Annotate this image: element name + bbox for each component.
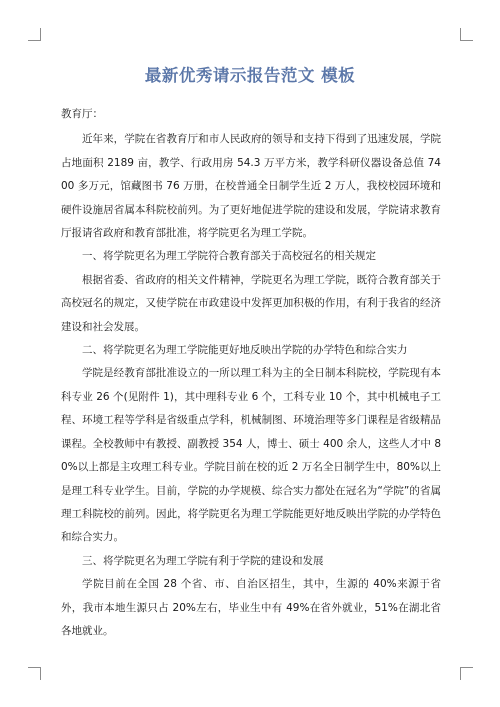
document-title: 最新优秀请示报告范文 模板 bbox=[144, 66, 356, 85]
paragraph-section-2: 学院是经教育部批准设立的一所以理工科为主的全日制本科院校，学院现有本科专业 26 个(见附件 1)，其中理科专业 6 个，工科专业 10 个，其中机械电子工程、环境工程等学科是省级重点学科，机械制图、环境治理等多门课程是省级精品课程。全校教师中有教授、副教授 354 人，博士、硕士 400 余人，这些人才中 80%以上都是主攻理工科专业。学院目前在校的近 2 万名全日制学生中，80%以上是理工科专业学生。目前，学院的办学规模、综合实力都处在冠名为“学院”的省属理工科院校的前列。因此，将学院更名为理工学院能更好地反映出学院的办学特色和综合实力。 bbox=[61, 367, 441, 544]
crop-mark-top-left bbox=[28, 28, 41, 41]
crop-mark-bottom-right bbox=[460, 667, 473, 680]
section-heading-2: 二、将学院更名为理工学院能更好地反映出学院的办学特色和综合实力 bbox=[82, 344, 408, 357]
crop-mark-top-right bbox=[460, 28, 473, 41]
paragraph-intro: 近年来，学院在省教育厅和市人民政府的领导和支持下得到了迅速发展，学院占地面积 2189 亩，教学、行政用房 54.3 万平方米，教学科研仪器设备总值 7400 多万元，馆藏图书 76 万册，在校普通全日制学生近 2 万人，我校校园环境和硬件设施居省属本科院校前列。为了更好地促进学院的建设和发展，学院请求教育厅报请省政府和教育部批准，将学院更名为理工学院。 bbox=[61, 133, 441, 240]
document-body bbox=[61, 103, 441, 643]
crop-mark-bottom-left bbox=[28, 667, 41, 680]
paragraph-section-1: 根据省委、省政府的相关文件精神，学院更名为理工学院，既符合教育部关于高校冠名的规定，又使学院在市政建设中发挥更加积极的作用，有利于我省的经济建设和社会发展。 bbox=[61, 273, 441, 333]
section-heading-3: 三、将学院更名为理工学院有利于学院的建设和发展 bbox=[82, 554, 324, 567]
section-heading-1: 一、将学院更名为理工学院符合教育部关于高校冠名的相关规定 bbox=[82, 250, 376, 263]
paragraph-section-3: 学院目前在全国 28 个省、市、自治区招生，其中，生源的 40%来源于省外，我市本地生源只占 20%左右，毕业生中有 49%在省外就业，51%在湖北省各地就业。 bbox=[61, 578, 441, 637]
salutation: 教育厅： bbox=[61, 108, 103, 120]
